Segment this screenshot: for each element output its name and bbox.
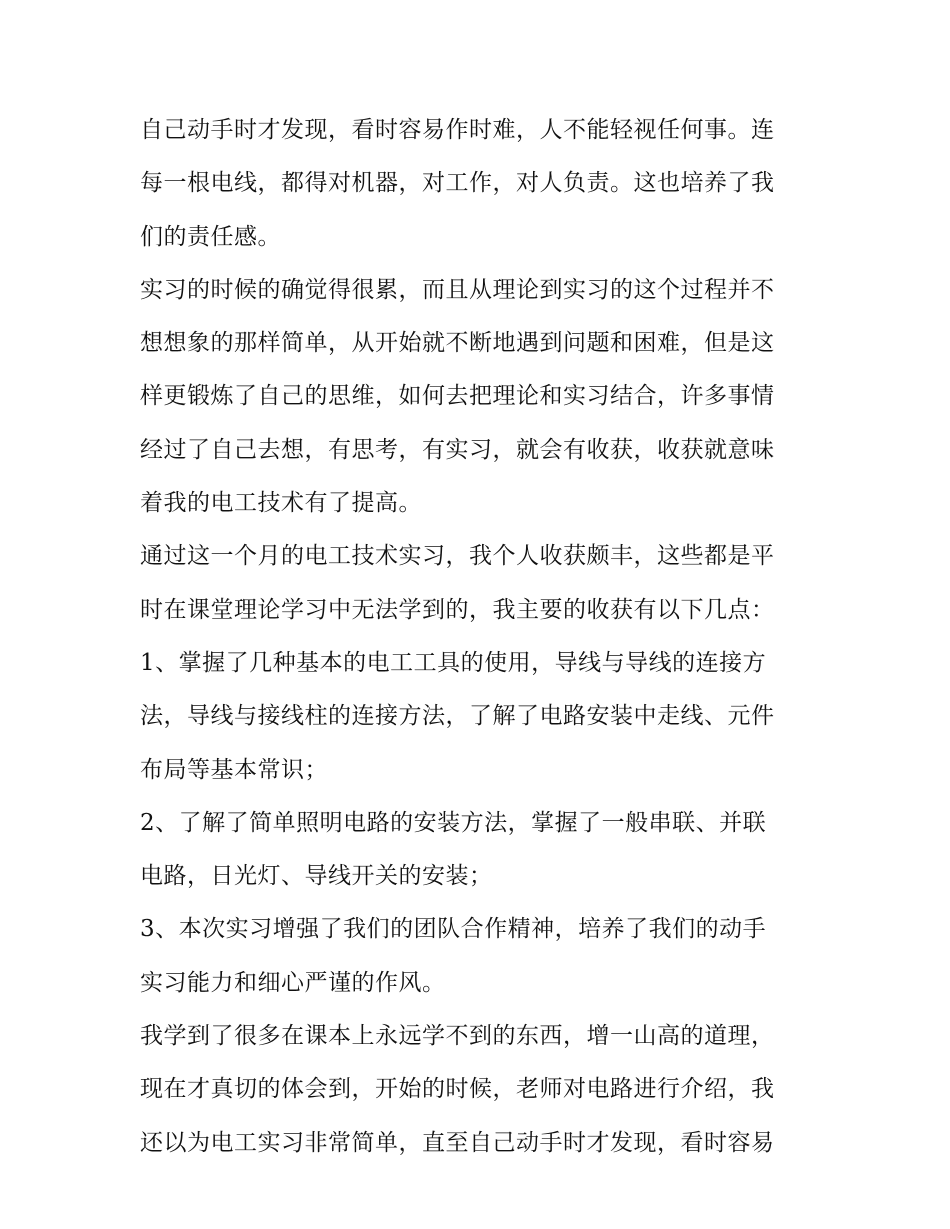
text-line: 自己动手时才发现，看时容易作时难，人不能轻视任何事。连 bbox=[140, 117, 775, 143]
text-line: 我学到了很多在课本上永远学不到的东西，增一山高的道理， bbox=[140, 1023, 775, 1050]
text-line: 实习的时候的确觉得很累，而且从理论到实习的这个过程并不 bbox=[140, 276, 775, 303]
text-line: 经过了自己去想，有思考，有实习，就会有收获，收获就意味 bbox=[140, 436, 775, 463]
list-item-1-line: 法，导线与接线柱的连接方法，了解了电路安装中走线、元件 bbox=[140, 703, 775, 730]
text-line: 通过这一个月的电工技术实习，我个人收获颇丰，这些都是平 bbox=[140, 543, 775, 570]
text-line: 想想象的那样简单，从开始就不断地遇到问题和困难，但是这 bbox=[140, 330, 775, 357]
list-item-3-line: 3、本次实习增强了我们的团队合作精神，培养了我们的动手 bbox=[140, 916, 767, 943]
text-line: 每一根电线，都得对机器，对工作，对人负责。这也培养了我 bbox=[140, 170, 775, 197]
text-line: 们的责任感。 bbox=[140, 223, 281, 250]
list-item-2-line: 2、了解了简单照明电路的安装方法，掌握了一般串联、并联 bbox=[140, 809, 767, 836]
document-body bbox=[140, 104, 820, 1170]
text-line: 着我的电工技术有了提高。 bbox=[140, 490, 422, 517]
text-line: 现在才真切的体会到，开始的时候，老师对电路进行介绍，我 bbox=[140, 1076, 775, 1103]
text-line: 时在课堂理论学习中无法学到的，我主要的收获有以下几点： bbox=[140, 596, 775, 623]
list-item-1-line: 布局等基本常识； bbox=[140, 756, 328, 783]
list-item-2-line: 电路，日光灯、导线开关的安装； bbox=[140, 863, 493, 890]
list-item-3-line: 实习能力和细心严谨的作风。 bbox=[140, 969, 446, 996]
list-item-1-line: 1、掌握了几种基本的电工工具的使用，导线与导线的连接方 bbox=[140, 649, 767, 676]
text-line: 还以为电工实习非常简单，直至自己动手时才发现，看时容易 bbox=[140, 1129, 775, 1156]
text-line: 样更锻炼了自己的思维，如何去把理论和实习结合，许多事情 bbox=[140, 383, 775, 410]
